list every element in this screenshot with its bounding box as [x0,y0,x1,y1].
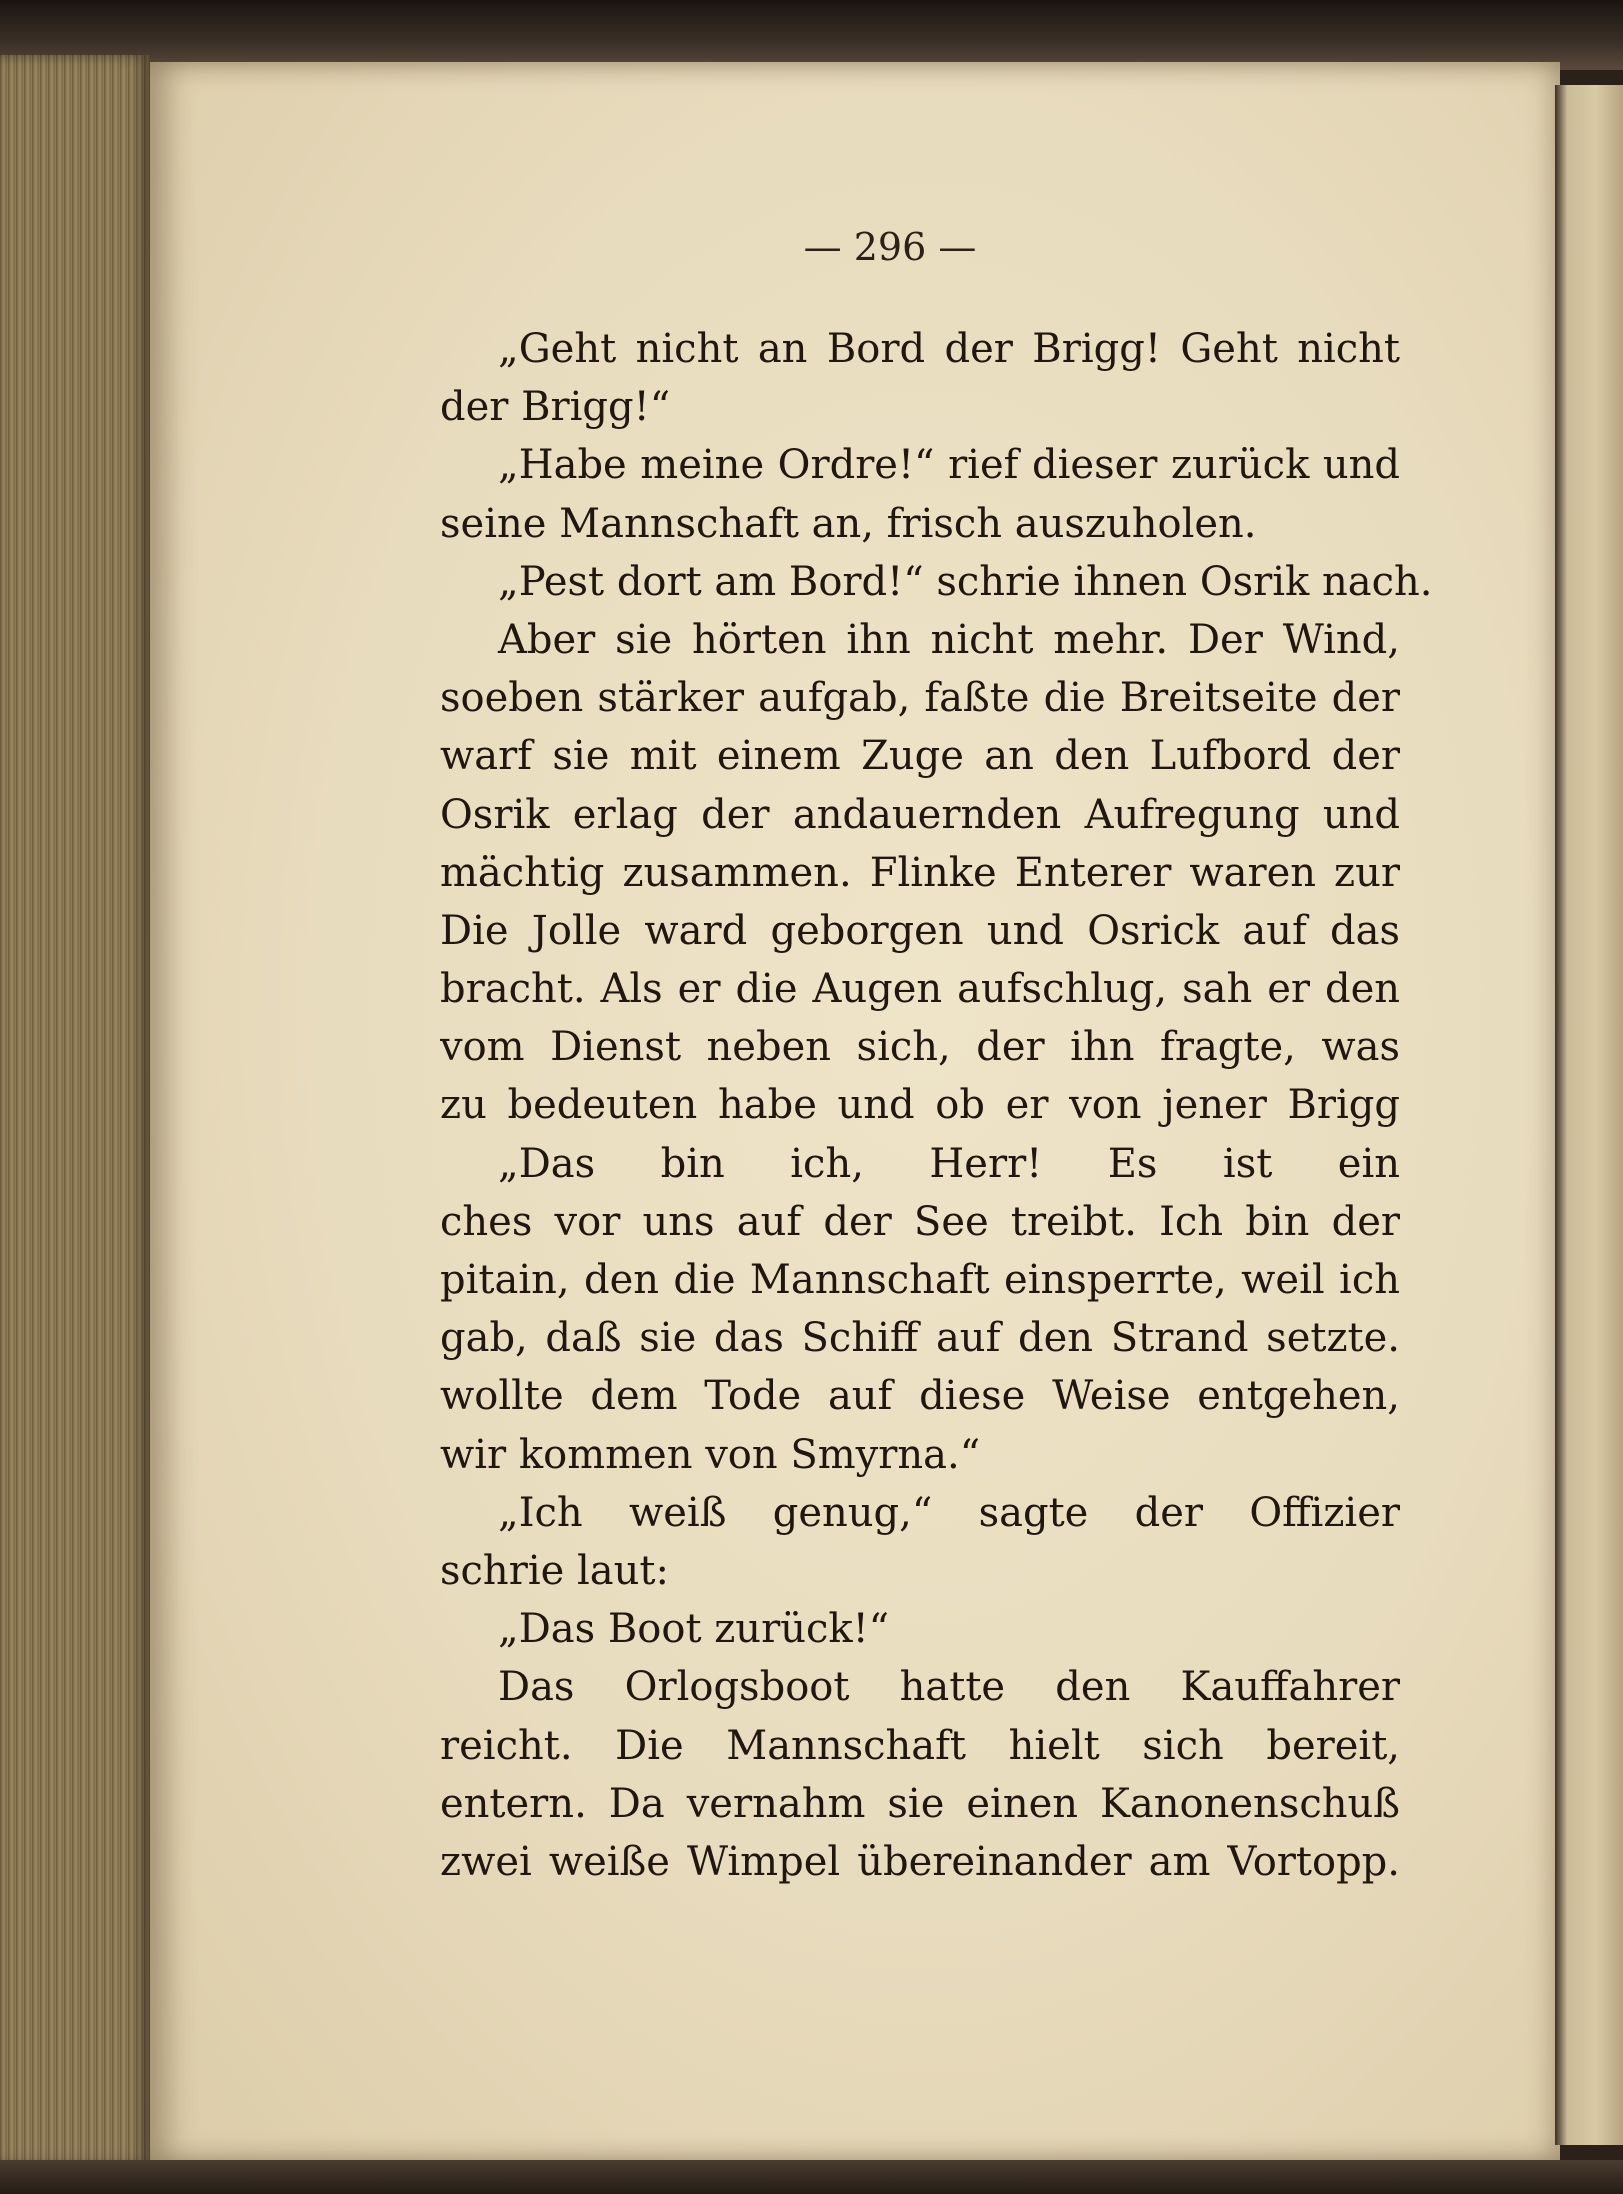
facing-page-edge [1555,85,1623,2145]
text-line: „Pest dort am Bord!“ schrie ihnen Osrik nach. [498,558,1433,605]
text-line: Osrik erlag der andauernden Aufregung und [440,791,1400,838]
text-line: „Ich weiß genug,“ sagte der Offizier [498,1489,1400,1536]
text-line: Aber sie hörten ihn nicht mehr. Der Wind, [498,616,1400,663]
book-top-edge [0,0,1623,70]
text-line: Die Jolle ward geborgen und Osrick auf das [440,907,1400,954]
text-line: mächtig zusammen. Flinke Enterer waren zur [440,849,1400,896]
text-line: entern. Da vernahm sie einen Kanonenschuß [440,1780,1400,1827]
text-line: „Das Boot zurück!“ [498,1606,890,1653]
book-bottom-edge [0,2160,1623,2194]
text-line: bracht. Als er die Augen aufschlug, sah er den [440,966,1400,1013]
page-edges-left [0,55,150,2165]
body-text [440,320,1433,1891]
text-line: schrie laut: [440,1547,669,1594]
text-line: „Das bin ich, Herr! Es ist ein [498,1140,1400,1187]
text-line: seine Mannschaft an, frisch auszuholen. [440,500,1257,547]
text-line: zwei weiße Wimpel übereinander am Vortopp. [440,1838,1400,1885]
text-line: wollte dem Tode auf diese Weise entgehen, [440,1373,1400,1420]
text-line: warf sie mit einem Zuge an den Lufbord der [440,733,1400,780]
page-number: — 296 — [803,225,977,269]
text-line: wir kommen von Smyrna.“ [440,1431,981,1478]
text-line: Das Orlogsboot hatte den Kauffahrer [498,1664,1400,1711]
text-line: „Geht nicht an Bord der Brigg! Geht nicht [498,326,1400,372]
text-line: reicht. Die Mannschaft hielt sich bereit, [440,1722,1400,1769]
text-line: „Habe meine Ordre!“ rief dieser zurück und [498,442,1400,489]
text-line: ches vor uns auf der See treibt. Ich bin der [440,1198,1400,1245]
text-line: der Brigg!“ [440,384,671,431]
text-line: zu bedeuten habe und ob er von jener Brigg [440,1082,1400,1129]
text-line: pitain, den die Mannschaft einsperrte, weil ich [440,1257,1400,1303]
text-line: gab, daß sie das Schiff auf den Strand setzte. [440,1315,1400,1362]
text-line: vom Dienst neben sich, der ihn fragte, was [440,1024,1400,1071]
text-line: soeben stärker aufgab, faßte die Breitseite der [440,675,1400,722]
